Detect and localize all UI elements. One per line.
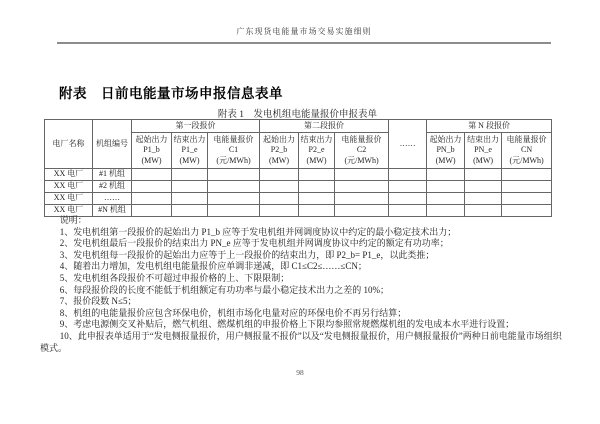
empty-cell [132, 193, 172, 205]
empty-cell [465, 181, 502, 193]
empty-cell [389, 169, 427, 181]
col-symbol: PN_b [436, 145, 455, 155]
plant-name-cell: XX 电厂 [45, 205, 93, 217]
col-unit-label: (MW) [306, 155, 327, 165]
col-symbol: P2_b [270, 145, 288, 155]
empty-cell [502, 169, 552, 181]
note-item-9: 9、考虑电源侧交叉补贴后，燃气机组、燃煤机组的申报价格上下限均参照常规燃煤机组的发电成本水平进行设置； [59, 319, 515, 330]
unit-id-cell: #1 机组 [93, 169, 132, 181]
empty-cell [335, 169, 389, 181]
plant-name-cell: XX 电厂 [45, 193, 93, 205]
empty-cell [389, 181, 427, 193]
col-group-segmentN: 第 N 段报价 [427, 120, 552, 133]
empty-cell [172, 181, 208, 193]
empty-cell [427, 169, 465, 181]
col-label: 结束出力 [173, 134, 206, 144]
unit-id-cell: #2 机组 [93, 181, 132, 193]
empty-cell [208, 169, 260, 181]
col-header-c1 [208, 133, 260, 169]
col-symbol: P1_e [181, 145, 198, 155]
table-row [45, 193, 552, 205]
running-header-text: 广东现货电能量市场交易实施细则 [236, 27, 372, 36]
empty-cell [335, 181, 389, 193]
note-item-10: 10、此申报表单适用于“发电侧报量报价，用户侧报量不报价”以及“发电侧报量报价，用户侧报量报价”两种日前电能量市场组织模式。 [40, 330, 562, 353]
col-header-pne [465, 133, 502, 169]
table-row [45, 169, 552, 181]
col-symbol: PN_e [474, 145, 492, 155]
header-row-groups [45, 120, 552, 133]
empty-cell [172, 193, 208, 205]
empty-cell [299, 169, 335, 181]
col-group-segment1: 第一段报价 [132, 120, 260, 133]
unit-id-cell: #N 机组 [93, 205, 132, 217]
doc-title: 附表 日前电能量市场申报信息表单 [59, 86, 283, 101]
empty-cell [260, 193, 299, 205]
note-item-7: 7、报价段数 N≤5； [59, 296, 137, 307]
page-number: 98 [296, 368, 304, 377]
empty-cell [260, 169, 299, 181]
col-label: 结束出力 [467, 134, 500, 144]
col-symbol: C2 [356, 145, 367, 155]
notes-label: 说明： [59, 215, 87, 225]
col-label: 起始出力 [263, 134, 296, 144]
col-label: 结束出力 [300, 134, 333, 144]
note-item-2: 2、发电机组最后一段报价的结束出力 PN_e 应等于发电机组并网调度协议中约定的额定有功功率； [59, 238, 449, 249]
col-label: 起始出力 [135, 134, 168, 144]
col-header-p2e [299, 133, 335, 169]
empty-cell [465, 193, 502, 205]
table-row [45, 181, 552, 193]
col-label: 电能量报价 [506, 134, 547, 144]
col-group-segment2: 第二段报价 [260, 120, 389, 133]
col-symbol: C1 [228, 145, 239, 155]
col-header-p2b [260, 133, 299, 169]
col-unit-label: (MW) [269, 155, 290, 165]
empty-cell [132, 169, 172, 181]
col-header-cn [502, 133, 552, 169]
empty-cell [427, 193, 465, 205]
col-label: 电能量报价 [341, 134, 382, 144]
running-header [57, 26, 551, 44]
col-label: 起始出力 [429, 134, 462, 144]
notes-section [40, 215, 564, 354]
empty-cell [132, 181, 172, 193]
col-header-plant: 电厂名称 [45, 120, 93, 169]
plant-name-cell: XX 电厂 [45, 181, 93, 193]
note-item-1: 1、发电机组第一段报价的起始出力 P1_b 应等于发电机组并网调度协议中约定的最小稳定技术出力； [59, 226, 457, 237]
col-header-pnb [427, 133, 465, 169]
note-item-8: 8、机组的电能量报价应包含环保电价，机组市场化电量对应的环保电价不再另行结算； [59, 307, 407, 318]
empty-cell [299, 193, 335, 205]
empty-cell [299, 181, 335, 193]
col-header-c2 [335, 133, 389, 169]
empty-cell [208, 181, 260, 193]
empty-cell [208, 193, 260, 205]
col-unit-label: (元/MWh) [216, 155, 251, 165]
col-header-unit: 机组编号 [93, 120, 132, 169]
col-unit-label: (MW) [473, 155, 494, 165]
col-symbol: P1_b [143, 145, 160, 155]
empty-cell [502, 193, 552, 205]
col-unit-label: (MW) [179, 155, 200, 165]
quote-table [44, 119, 552, 217]
empty-cell [172, 169, 208, 181]
table-caption: 附表 1 发电机组电能量报价申报表单 [217, 110, 378, 120]
empty-cell [335, 193, 389, 205]
col-unit-label: (MW) [435, 155, 456, 165]
col-unit-label: (元/MWh) [509, 155, 544, 165]
note-item-6: 6、每段报价段的长度不能低于机组额定有功功率与最小稳定技术出力之差的 10%； [59, 284, 390, 295]
unit-id-cell: …… [93, 193, 132, 205]
note-item-4: 4、随着出力增加，发电机组电能量报价应单调非递减，即 C1≤C2≤……≤CN； [59, 261, 367, 272]
plant-name-cell: XX 电厂 [45, 169, 93, 181]
col-header-ellipsis: …… [389, 120, 427, 169]
col-unit-label: (MW) [141, 155, 162, 165]
col-symbol: CN [521, 145, 533, 155]
empty-cell [260, 181, 299, 193]
col-symbol: P2_e [308, 145, 325, 155]
note-item-3: 3、发电机组每一段报价的起始出力应等于上一段报价的结束出力，即 P2_b= P1_e，以此类推； [59, 249, 435, 260]
col-header-p1e [172, 133, 208, 169]
note-item-5: 5、发电机组各段报价不可超过申报价格的上、下限限制； [59, 272, 290, 283]
empty-cell [427, 181, 465, 193]
empty-cell [502, 181, 552, 193]
col-header-p1b [132, 133, 172, 169]
empty-cell [389, 193, 427, 205]
col-label: 电能量报价 [213, 134, 254, 144]
col-unit-label: (元/MWh) [344, 155, 379, 165]
empty-cell [465, 169, 502, 181]
